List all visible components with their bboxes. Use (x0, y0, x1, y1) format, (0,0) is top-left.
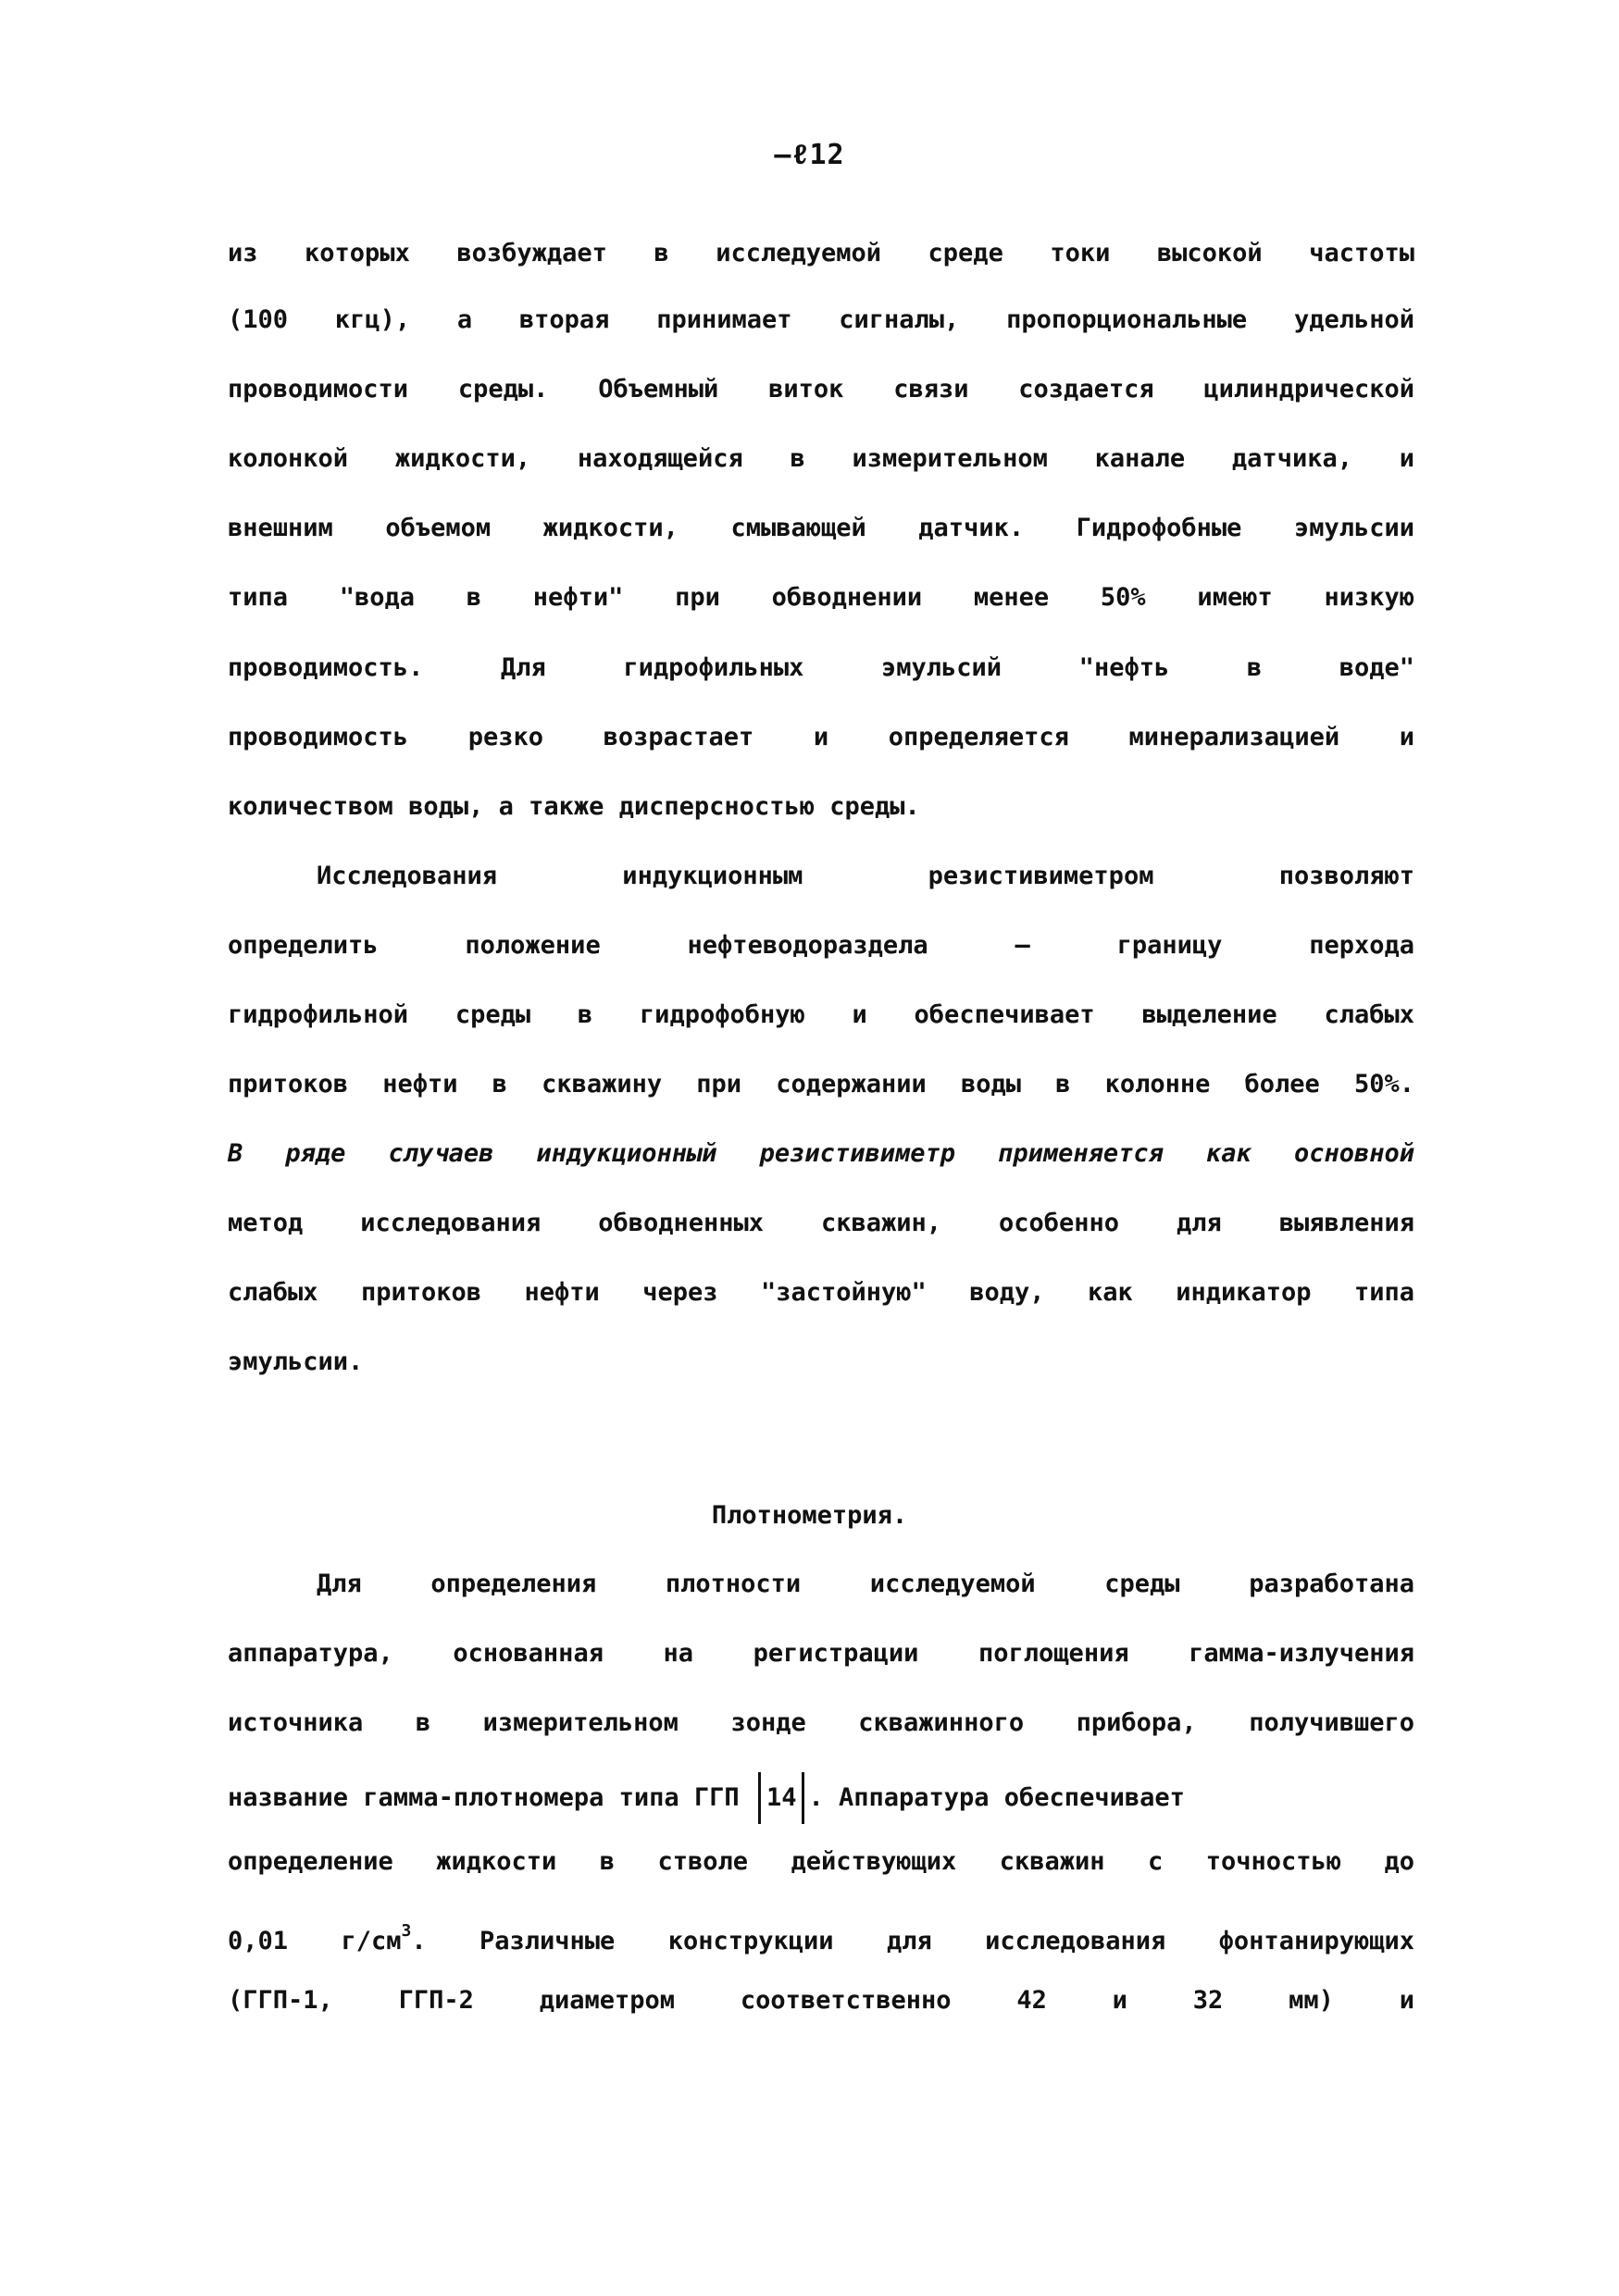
text-line: эмульсии. (228, 1347, 364, 1376)
text-line: слабых притоков нефти через "застойную" воду, как индикатор типа (228, 1278, 1414, 1307)
text-fragment: . Аппаратура обеспечивает (808, 1783, 1185, 1812)
text-line: колонкой жидкости, находящейся в измерительном канале датчика, и (228, 444, 1414, 473)
text-line: гидрофильной среды в гидрофобную и обеспечивает выделение слабых (228, 1000, 1414, 1029)
text-line: типа "вода в нефти" при обводнении менее 50% имеют низкую (228, 583, 1414, 612)
reference-bracket: 14 (758, 1772, 805, 1824)
text-line: В ряде случаев индукционный резистивиметр применяется как основной (228, 1139, 1414, 1168)
text-fragment: . Различные конструкции для исследования фонтанирующих (411, 1927, 1414, 1955)
text-line: определить положение нефтеводораздела – границу перхода (228, 931, 1414, 960)
text-line: метод исследования обводненных скважин, особенно для выявления (228, 1209, 1414, 1237)
text-line: из которых возбуждает в исследуемой среде токи высокой частоты (228, 239, 1414, 267)
text-line: проводимость. Для гидрофильных эмульсий "нефть в воде" (228, 653, 1414, 682)
page-number: –ℓ12 (774, 139, 845, 171)
text-line: аппаратура, основанная на регистрации поглощения гамма-излучения (228, 1639, 1414, 1668)
text-line: (ГГП-1, ГГП-2 диаметром соответственно 42 и 32 мм) и (228, 1986, 1414, 2015)
text-line-with-superscript (228, 1911, 1414, 1955)
text-line: источника в измерительном зонде скважинного прибора, получившего (228, 1708, 1414, 1737)
text-line: Для определения плотности исследуемой среды разработана (317, 1570, 1414, 1598)
text-fragment: название гамма-плотномера типа ГГП (228, 1783, 740, 1812)
superscript: 3 (401, 1921, 412, 1941)
text-line: определение жидкости в стволе действующих скважин с точностью до (228, 1847, 1414, 1876)
section-heading: Плотнометрия. (711, 1501, 908, 1530)
text-line: проводимость резко возрастает и определяется минерализацией и (228, 723, 1414, 751)
text-line: проводимости среды. Объемный виток связи создается цилиндрической (228, 375, 1414, 403)
text-line-with-reference (228, 1772, 1414, 1813)
text-line: количеством воды, а также дисперсностью среды. (228, 792, 920, 821)
text-line: внешним объемом жидкости, смывающей датчик. Гидрофобные эмульсии (228, 514, 1414, 542)
text-line: притоков нефти в скважину при содержании воды в колонне более 50%. (228, 1070, 1414, 1098)
text-fragment: 0,01 г/см (228, 1927, 402, 1955)
text-line: (100 кгц), а вторая принимает сигналы, пропорциональные удельной (228, 305, 1414, 334)
text-line: Исследования индукционным резистивиметром позволяют (317, 862, 1414, 890)
